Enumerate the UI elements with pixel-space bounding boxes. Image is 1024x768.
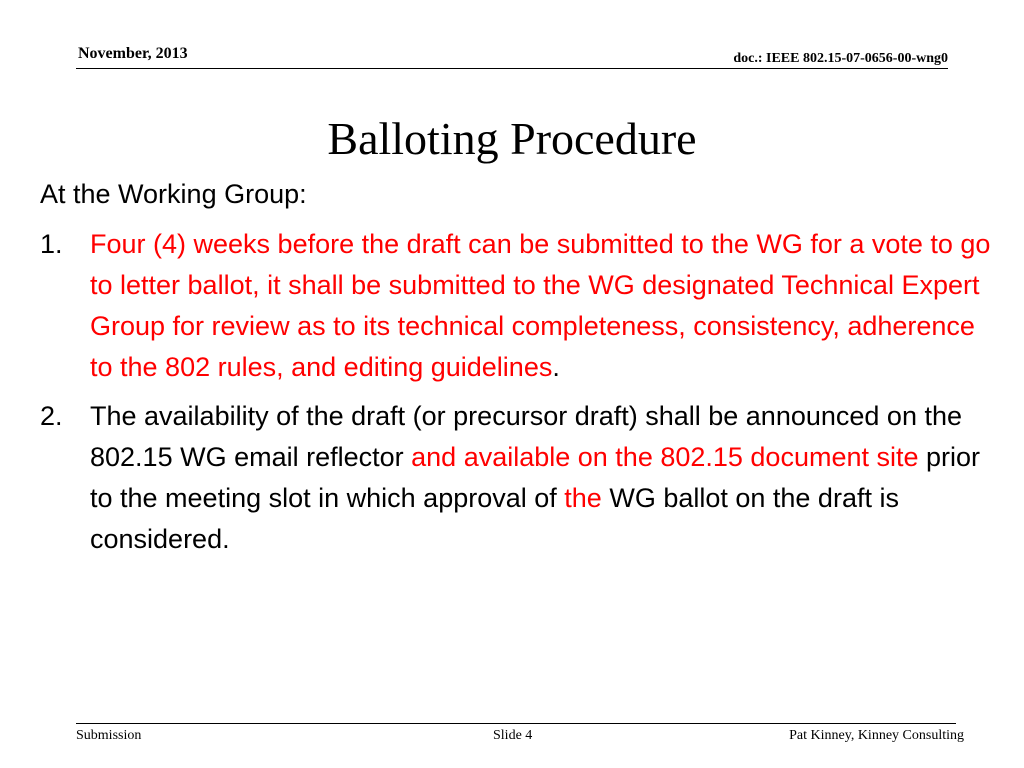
footer-submission: Submission: [76, 728, 142, 743]
list-item-text-highlight: and available on the 802.15 document site: [411, 442, 919, 472]
list-item-number: 2.: [40, 401, 63, 431]
list-item-text-highlight: Four (4) weeks before the draft can be submitted to the WG for a vote to go to letter ballot, it shall be submitted to the WG designated Technical Expert Group for review as to its technical completeness, consistency, adherence to the 802 rules, and editing guidelines: [90, 229, 991, 382]
procedure-list: [40, 224, 1000, 568]
list-item-text: WG ballot on the draft is considered.: [90, 483, 899, 554]
header-doc-id: doc.: IEEE 802.15-07-0656-00-wng0: [733, 51, 948, 66]
slide-title: Balloting Procedure: [327, 113, 697, 164]
list-item-number: 1.: [40, 229, 63, 259]
footer-slide-number: Slide 4: [493, 728, 533, 743]
list-item-text: The availability of the draft (or precursor draft) shall be announced on the 802.15 WG email reflector: [90, 401, 962, 472]
list-item-text: prior to the meeting slot in which approval of: [90, 442, 981, 513]
list-item-text: .: [552, 352, 560, 382]
list-item-2: [40, 396, 1000, 560]
list-item-1: [40, 224, 1000, 388]
header-divider: [76, 68, 948, 69]
list-item-text-highlight: the: [564, 483, 602, 513]
intro-text: At the Working Group:: [40, 179, 307, 209]
footer-author: Pat Kinney, Kinney Consulting: [789, 728, 964, 743]
header-date: November, 2013: [78, 45, 188, 62]
footer-divider: [76, 723, 956, 724]
